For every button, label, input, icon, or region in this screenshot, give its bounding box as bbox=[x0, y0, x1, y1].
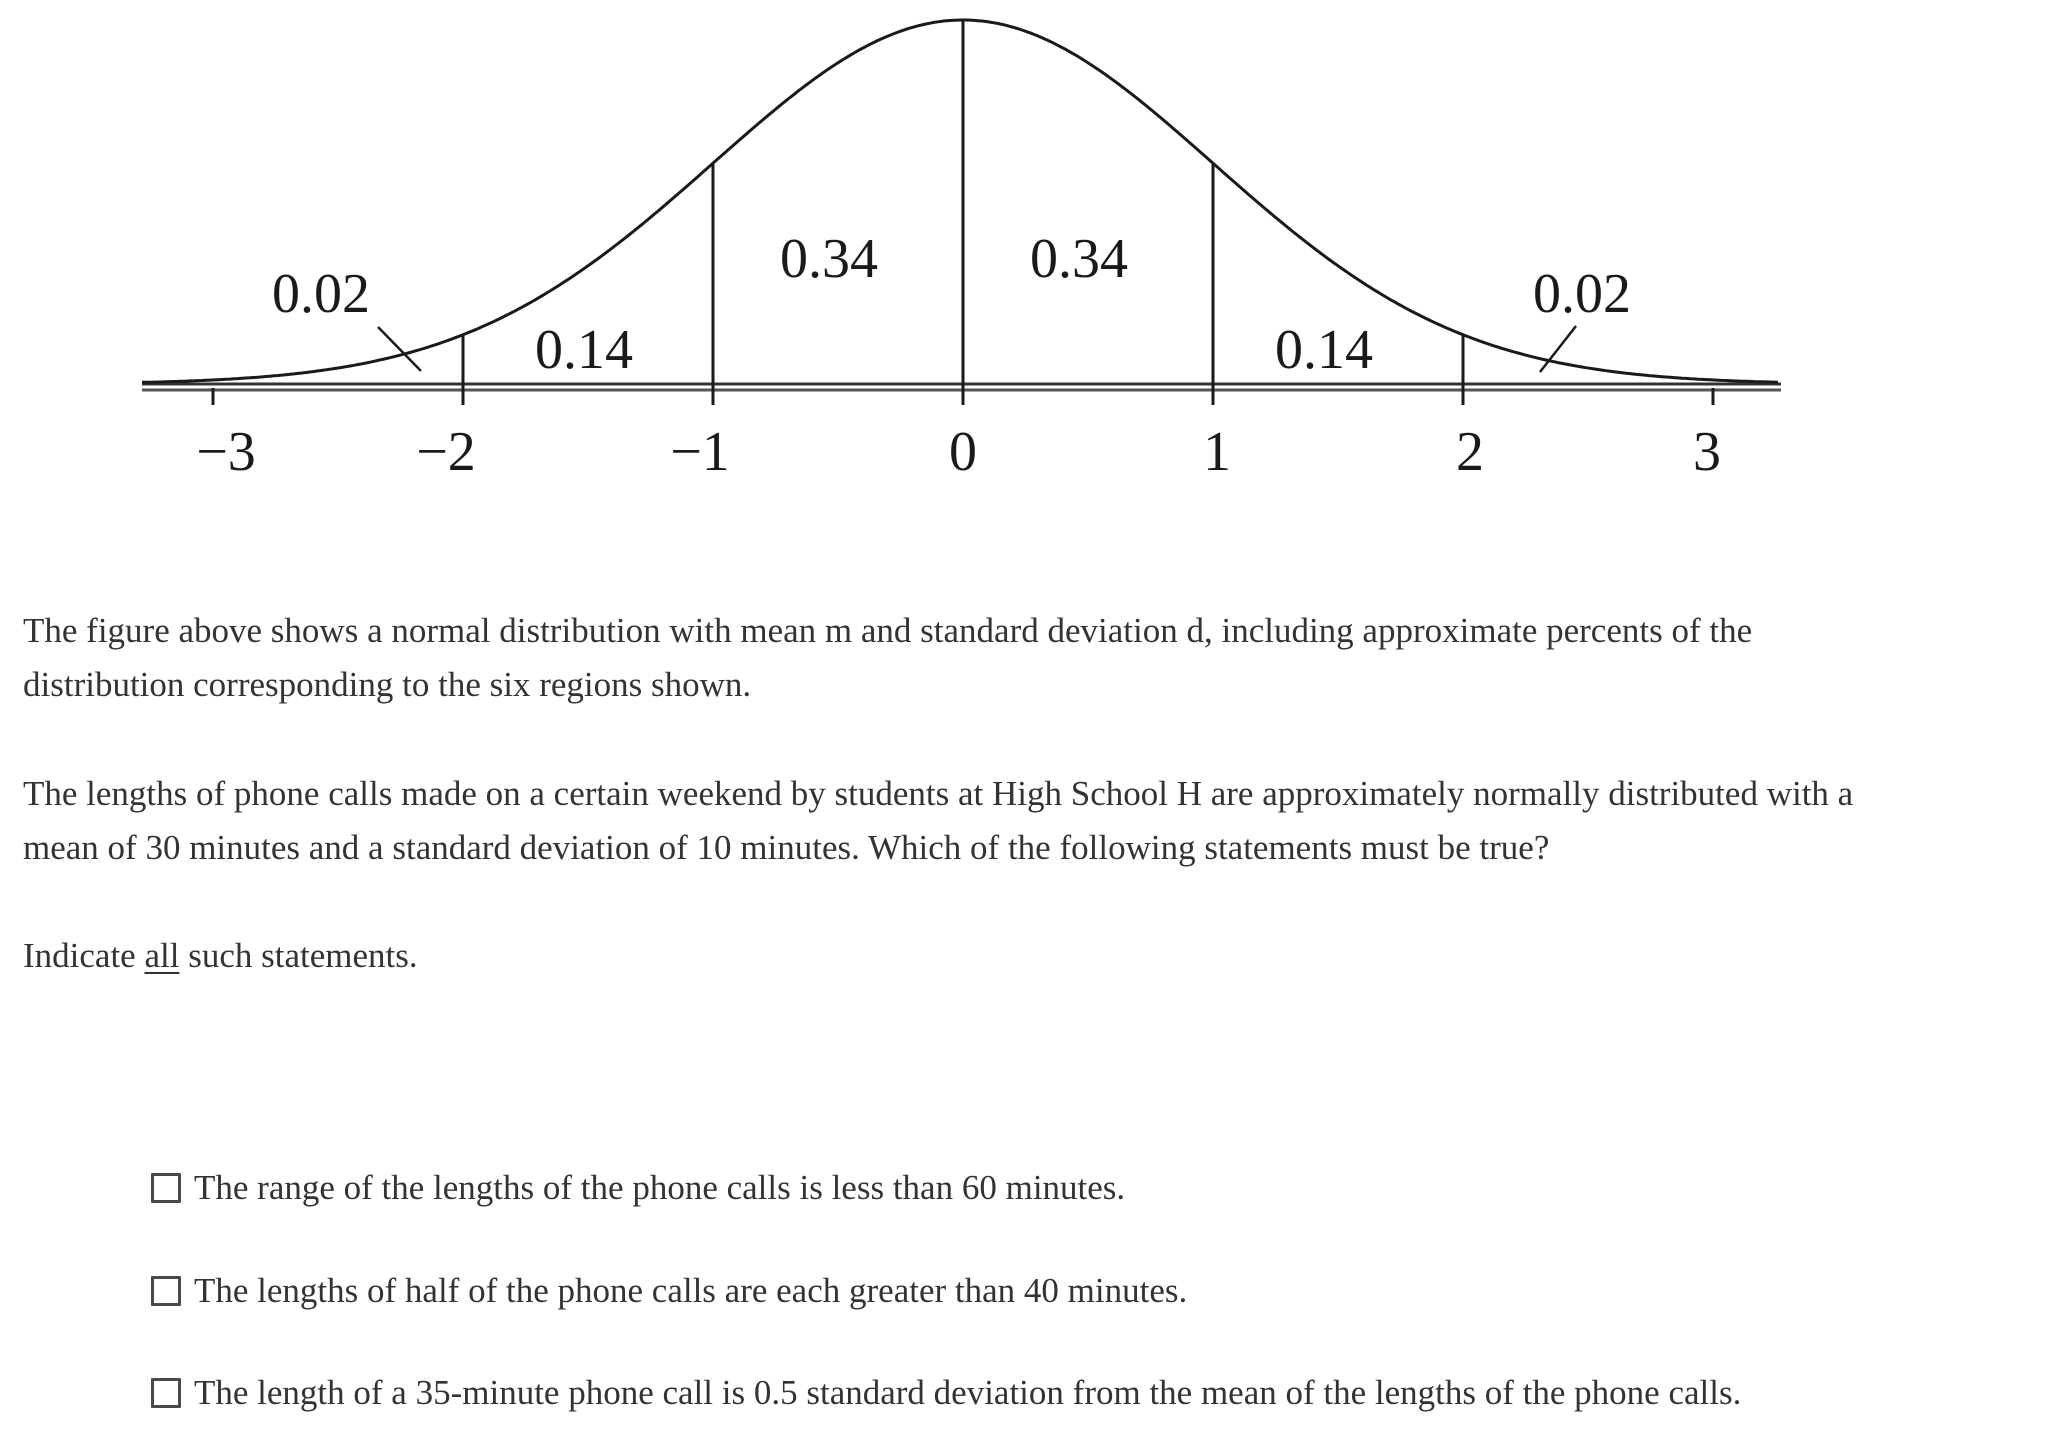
region-label-left-mid: 0.14 bbox=[535, 319, 633, 381]
left-tail-pointer bbox=[378, 327, 421, 371]
question-stem bbox=[23, 767, 1853, 875]
region-label-right-center: 0.34 bbox=[1030, 228, 1128, 290]
tick-label-3: 3 bbox=[1693, 421, 1721, 483]
checkbox-icon[interactable] bbox=[151, 1378, 181, 1408]
text-line: The figure above shows a normal distribution with mean m and standard deviation d, including approximate percents of the bbox=[23, 611, 1753, 650]
tick-label-1: 1 bbox=[1203, 421, 1231, 483]
instruction-after: such statements. bbox=[179, 936, 418, 975]
option-label: The lengths of half of the phone calls are each greater than 40 minutes. bbox=[194, 1271, 1188, 1310]
normal-curve bbox=[142, 20, 1778, 382]
text-line: The lengths of phone calls made on a certain weekend by students at High School H are approximately normally distributed with a bbox=[23, 774, 1854, 813]
tick-label-neg3: −3 bbox=[196, 421, 256, 483]
region-label-left-center: 0.34 bbox=[780, 228, 878, 290]
checkbox-icon[interactable] bbox=[151, 1173, 181, 1203]
answer-option-3[interactable] bbox=[151, 1369, 1741, 1417]
instruction-before: Indicate bbox=[23, 936, 145, 975]
std-dev-lines bbox=[213, 20, 1713, 405]
normal-distribution-figure bbox=[0, 0, 2063, 500]
option-label: The range of the lengths of the phone calls is less than 60 minutes. bbox=[194, 1168, 1126, 1207]
tick-label-0: 0 bbox=[949, 421, 977, 483]
region-label-left-tail: 0.02 bbox=[272, 263, 370, 325]
tick-label-neg1: −1 bbox=[670, 421, 730, 483]
checkbox-icon[interactable] bbox=[151, 1276, 181, 1306]
instruction-emphasis: all bbox=[144, 936, 180, 975]
answer-option-2[interactable] bbox=[151, 1267, 1187, 1315]
region-label-right-tail: 0.02 bbox=[1533, 263, 1631, 325]
text-line: mean of 30 minutes and a standard deviation of 10 minutes. Which of the following statements must be true? bbox=[23, 828, 1550, 867]
figure-description bbox=[23, 604, 1752, 712]
tick-label-neg2: −2 bbox=[416, 421, 476, 483]
text-line: distribution corresponding to the six regions shown. bbox=[23, 665, 752, 704]
option-label: The length of a 35-minute phone call is 0.5 standard deviation from the mean of the lengths of the phone calls. bbox=[194, 1373, 1742, 1412]
region-label-right-mid: 0.14 bbox=[1275, 319, 1373, 381]
instruction bbox=[23, 929, 418, 983]
tick-label-2: 2 bbox=[1456, 421, 1484, 483]
answer-option-1[interactable] bbox=[151, 1164, 1125, 1212]
